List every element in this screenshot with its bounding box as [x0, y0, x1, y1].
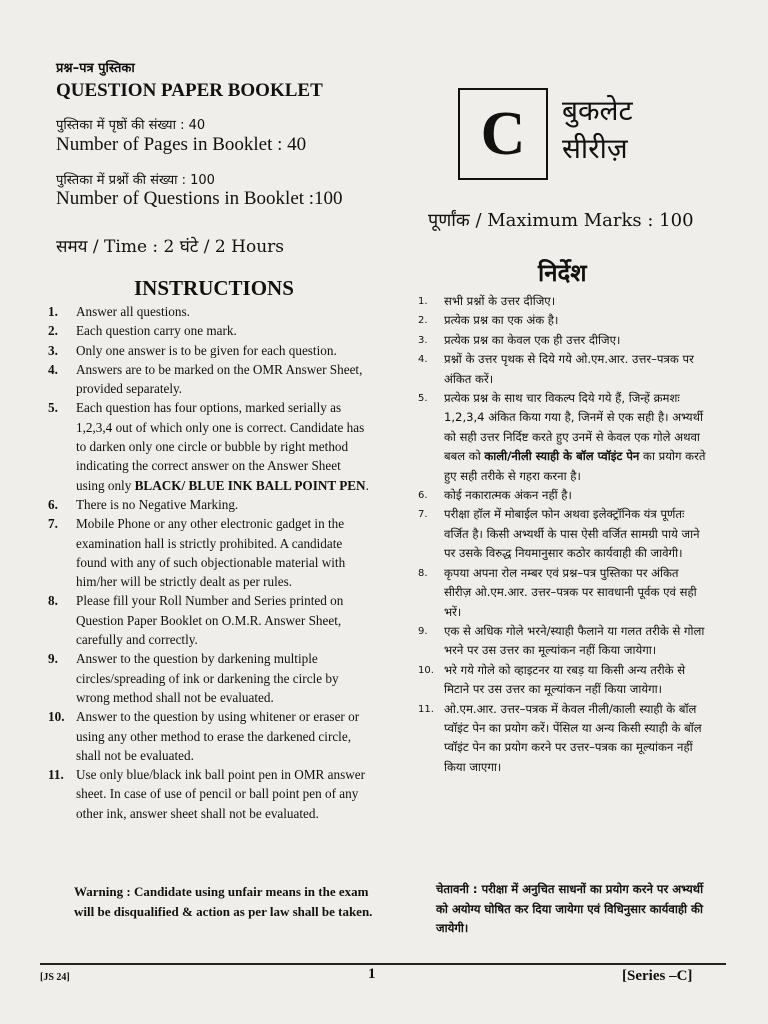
nirdesh-item: 5. प्रत्येक प्रश्न के साथ चार विकल्प दिये गये हैं, जिन्हें क्रमशः 1,2,3,4 अंकित किया गया है, जिनमें से एक सही है। अभ्यर्थी को सही उत्तर निर्दिष्ट करते हुए उनमें से केवल एक गोले अथवा बबल को काली/नीली स्याही के बॉल प्वॉइंट पेन का प्रयोग करते हुए सही तरीके से गहरा करना है। — [418, 391, 706, 483]
series-box — [458, 88, 548, 180]
instruction-item: 3. Only one answer is to be given for each question. — [48, 342, 337, 358]
hi-booklet-title: प्रश्न–पत्र पुस्तिका — [56, 61, 135, 76]
nirdesh-item: 2. प्रत्येक प्रश्न का एक अंक है। — [418, 313, 559, 328]
page-number: 1 — [368, 966, 376, 982]
time-allowed: समय / Time : 2 घंटे / 2 Hours — [56, 237, 284, 257]
footer-series: [Series –C] — [622, 968, 693, 984]
nirdesh-item: 9. एक से अधिक गोले भरने/स्याही फैलाने या गलत तरीके से गोला भरने पर उस उत्तर का मूल्यांकन नहीं किया जायेगा। — [418, 623, 705, 658]
series-letter: C — [480, 99, 526, 168]
nirdesh-item: 6. कोई नकारात्मक अंकन नहीं है। — [418, 488, 572, 503]
nirdesh-item: 11. ओ.एम.आर. उत्तर–पत्रक में केवल नीली/काली स्याही के बॉल प्वॉइंट पेन का प्रयोग करें। पेंसिल या अन्य किसी स्याही के बॉल प्वॉइंट पेन का प्रयोग करने पर उत्तर–पत्रक का मूल्यांकन नहीं किया जाएगा। — [418, 701, 702, 774]
instruction-item: 11. Use only blue/black ink ball point pen in OMR answer sheet. In case of use of pencil or ball point pen of any other ink, answer sheet shall not be evaluated. — [48, 767, 365, 821]
instruction-item: 6. There is no Negative Marking. — [48, 496, 239, 512]
hi-questions-count: पुस्तिका में प्रश्नों की संख्या : 100 — [56, 173, 215, 188]
instruction-item: 5. Each question has four options, marked serially as 1,2,3,4 out of which only one is correct. Candidate has to darken only one circle or bubble by right method indicating the correct answer on the Answer Sheet using only BLACK/ BLUE INK BALL POINT PEN. — [48, 400, 369, 493]
nirdesh-title: निर्देश — [538, 259, 587, 287]
hi-pages-count: पुस्तिका में पृष्ठों की संख्या : 40 — [56, 118, 206, 133]
nirdesh-item: 10. भरे गये गोले को व्हाइटनर या रबड़ या किसी अन्य तरीके से मिटाने पर उस उत्तर का मूल्यांकन नहीं किया जायेगा। — [418, 662, 686, 697]
questions-count: Number of Questions in Booklet :100 — [56, 188, 343, 209]
warning-text: Warning : Candidate using unfair means in the exam will be disqualified & action as per law shall be taken. — [74, 884, 373, 919]
series-label-line2: सीरीज़ — [562, 132, 628, 165]
max-marks: पूर्णांक / Maximum Marks : 100 — [428, 210, 694, 231]
booklet-title: QUESTION PAPER BOOKLET — [56, 80, 323, 101]
nirdesh-item: 4. प्रश्नों के उत्तर पृथक से दिये गये ओ.एम.आर. उत्तर–पत्रक पर अंकित करें। — [418, 352, 694, 386]
nirdesh-item: 1. सभी प्रश्नों के उत्तर दीजिए। — [418, 294, 556, 308]
instructions-title: INSTRUCTIONS — [134, 276, 294, 300]
instruction-item: 4. Answers are to be marked on the OMR Answer Sheet, provided separately. — [48, 361, 363, 397]
instruction-item: 1. Answer all questions. — [48, 304, 190, 319]
nirdesh-item: 8. कृपया अपना रोल नम्बर एवं प्रश्न–पत्र पुस्तिका पर अंकित सीरीज़ ओ.एम.आर. उत्तर–पत्रक पर सावधानी पूर्वक एवं सही भरें। — [418, 565, 697, 619]
series-label — [562, 92, 633, 168]
instruction-item: 9. Answer to the question by darkening multiple circles/spreading of ink or darkening the circle by wrong method shall not be evaluated. — [48, 651, 339, 705]
pages-count: Number of Pages in Booklet : 40 — [56, 134, 307, 155]
series-label-line1: बुकलेट — [562, 94, 633, 127]
instructions-list — [48, 302, 370, 823]
instruction-item: 10. Answer to the question by using whitener or eraser or using any other method to erase the darkened circle, shall not be evaluated. — [48, 709, 360, 763]
instruction-item: 2. Each question carry one mark. — [48, 323, 237, 339]
nirdesh-item: 7. परीक्षा हॉल में मोबाईल फोन अथवा इलेक्ट्रॉनिक यंत्र पूर्णतः वर्जित है। किसी अभ्यर्थी के पास ऐसी वर्जित सामग्री पाये जाने पर उसके विरुद्ध नियमानुसार कठोर कार्यवाही की जावेगी। — [418, 507, 700, 561]
nirdesh-list — [418, 292, 708, 777]
warning-text-hi: चेतावनी : परीक्षा में अनुचित साधनों का प्रयोग करने पर अभ्यर्थी को अयोग्य घोषित कर दिया जायेगा एवं विधिनुसार कार्यवाही की जायेगी। — [436, 882, 704, 935]
footer-divider — [40, 963, 726, 965]
instruction-item: 7. Mobile Phone or any other electronic gadget in the examination hall is strictly prohibited. A candidate found with any of such objectionable material with him/her will be strictly dealt as per rules. — [48, 516, 346, 590]
nirdesh-item: 3. प्रत्येक प्रश्न का केवल एक ही उत्तर दीजिए। — [418, 332, 621, 347]
footer-code: [JS 24] — [40, 972, 70, 983]
instruction-item: 8. Please fill your Roll Number and Series printed on Question Paper Booklet on O.M.R. Answer Sheet, carefully and correctly. — [48, 593, 344, 648]
